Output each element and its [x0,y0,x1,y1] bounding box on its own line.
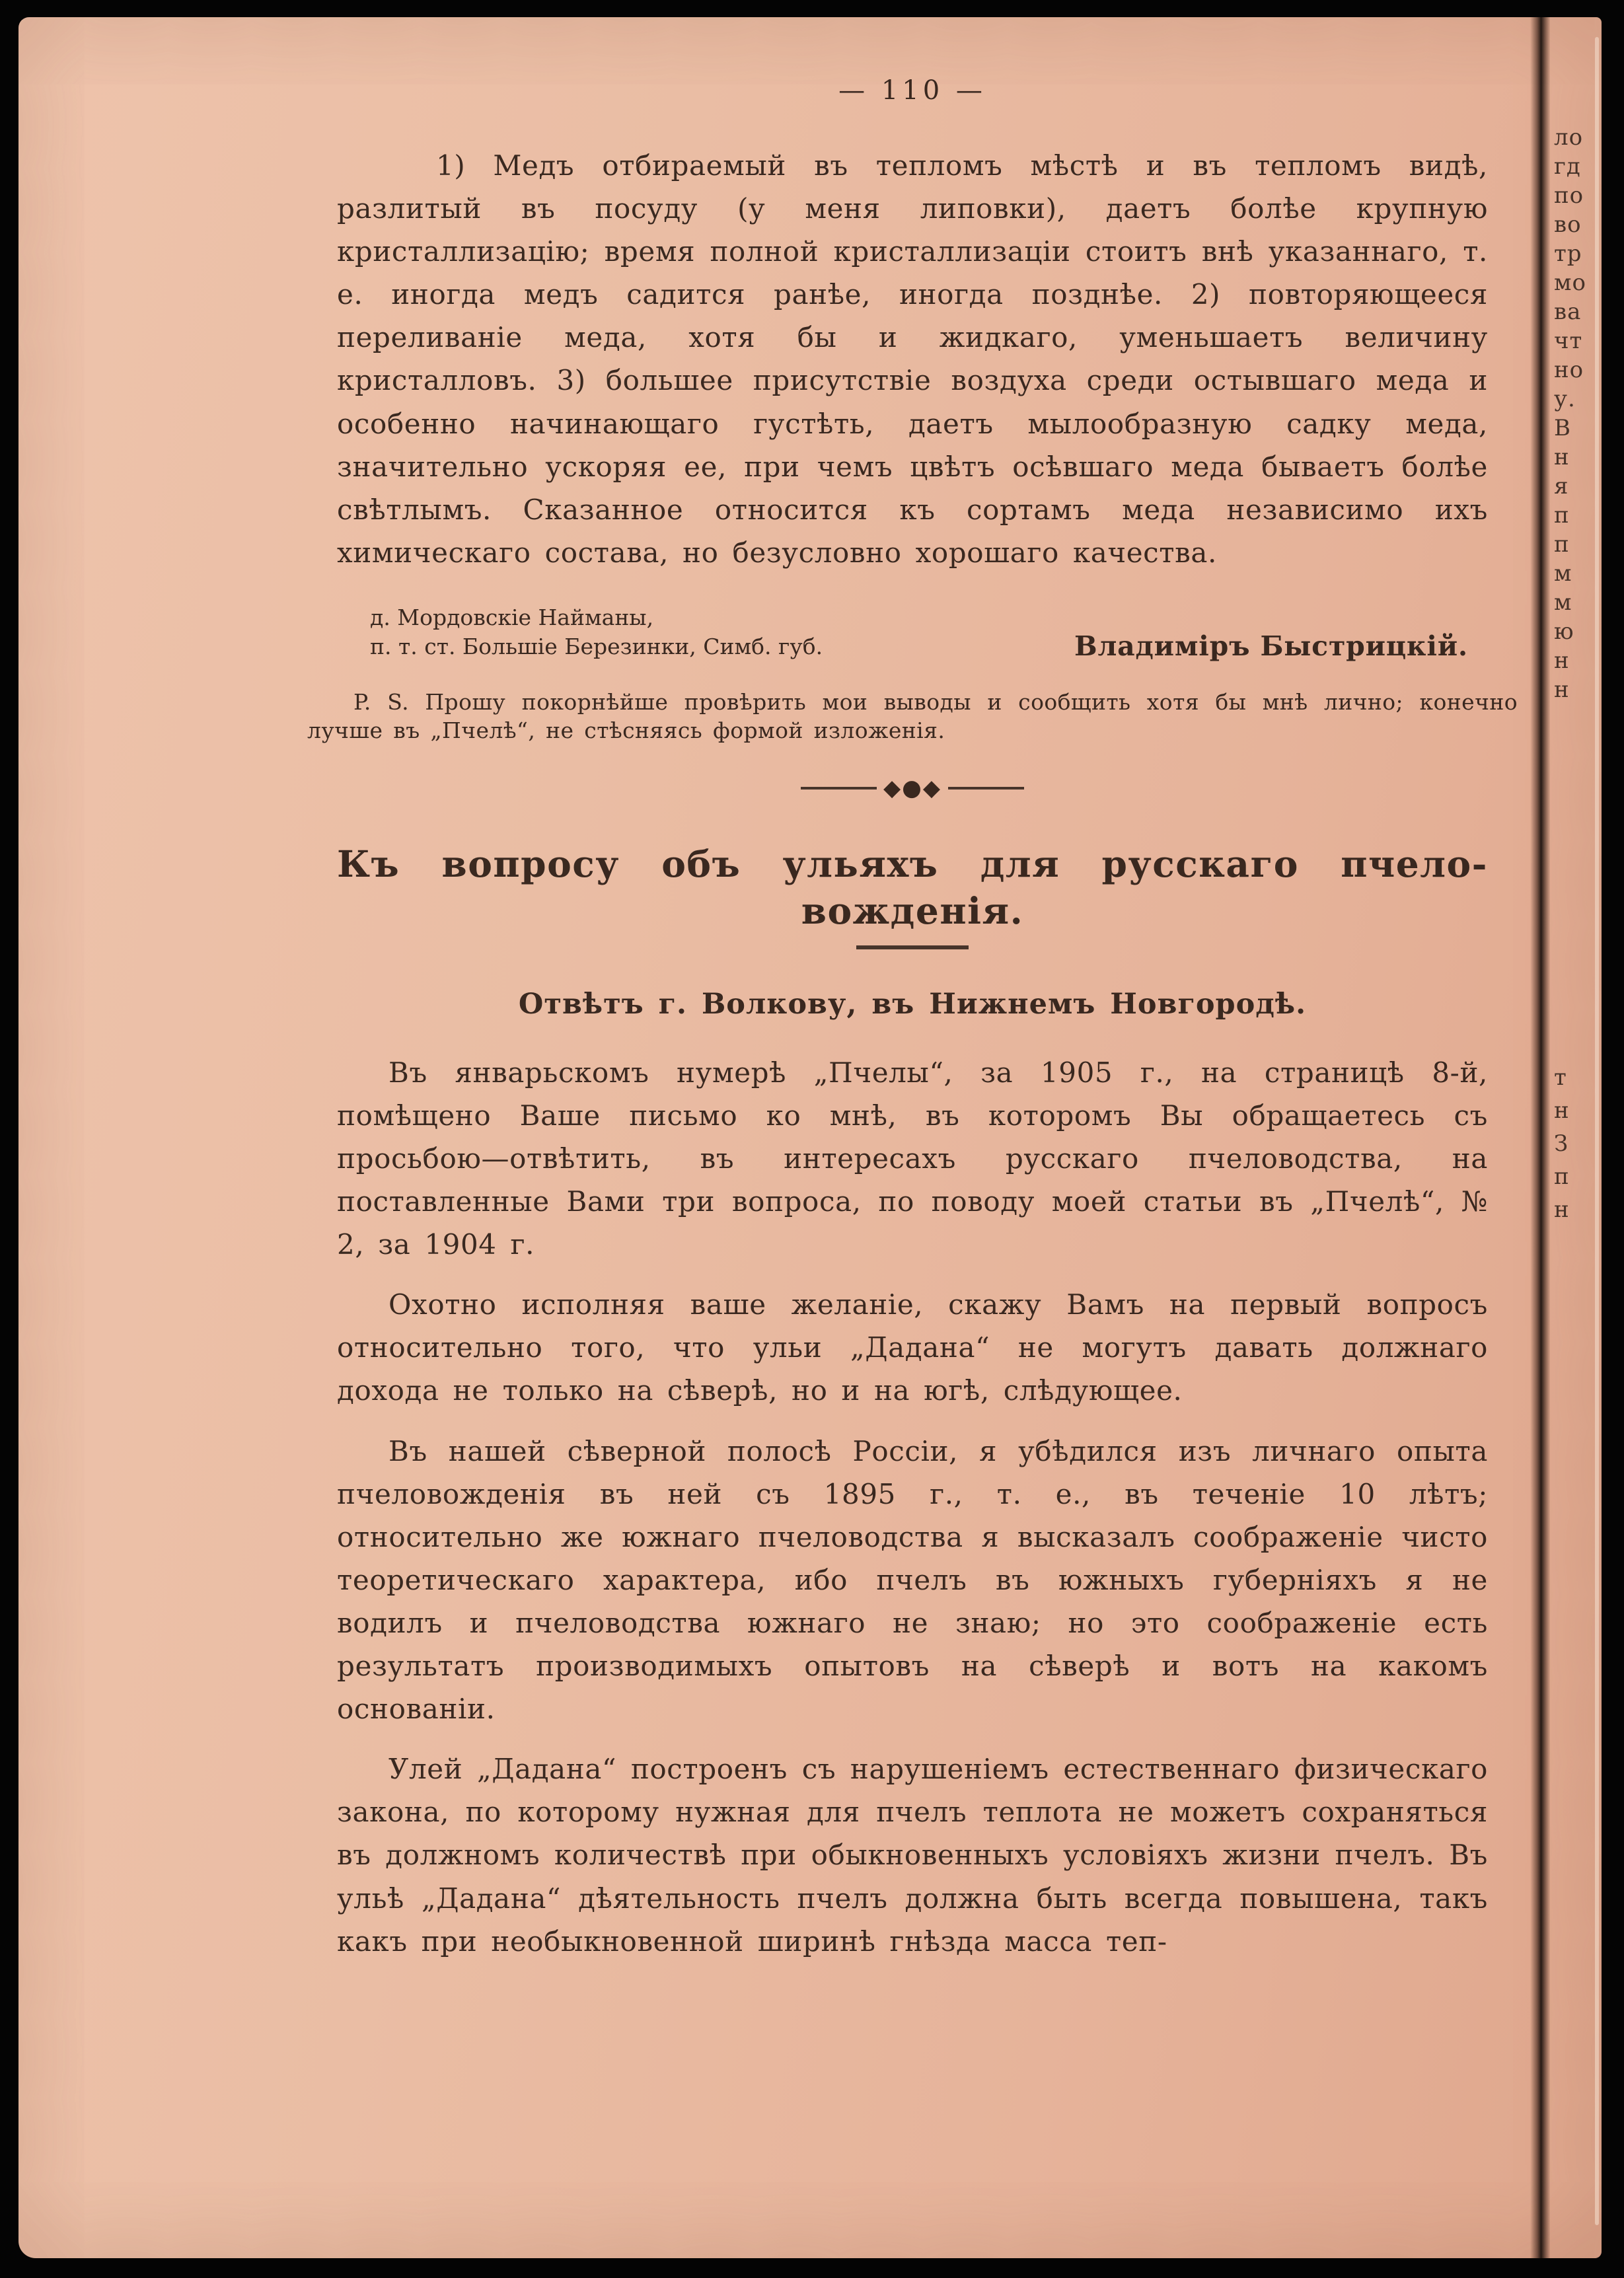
signature-block [337,603,1488,662]
edge-text-fragment: З [1554,1130,1569,1157]
edge-text-fragment: мо [1554,270,1586,296]
edge-text-fragment: ю [1554,618,1574,645]
edge-text-fragment: чт [1554,328,1583,354]
divider-ornament-icon: ◆●◆ [883,774,941,801]
article1-body: 1) Медъ отбираемый въ тепломъ мѣстѣ и въ тепломъ видѣ, разлитый въ посуду (у меня липовки), даетъ болѣе крупную кристаллизацію; время полной кристаллизаціи стоитъ внѣ указаннаго, т. е. иногда медъ садится ранѣе, иногда позднѣе. 2) повторяющееся переливаніе меда, хотя бы и жидкаго, уменьшаетъ величину кристалловъ. 3) большее присутствіе воздуха среди остывшаго меда и особенно начинающаго густѣть, даетъ мылообразную садку меда, значительно ускоряя ее, при чемъ цвѣтъ осѣвшаго меда бываетъ болѣе свѣтлымъ. Сказанное относится къ сортамъ меда независимо ихъ химическаго состава, но безусловно хорошаго качества. [337,149,1488,569]
edge-text-fragment: В [1554,415,1571,441]
section-divider [337,774,1488,801]
paragraph: Улей „Дадана“ построенъ съ нарушеніемъ естественнаго физическаго закона, по которому нужная для пчелъ теплота не можетъ сохраняться въ должномъ количествѣ при обыкновенныхъ условіяхъ жизни пчелъ. Въ ульѣ „Дадана“ дѣятельность пчелъ должна быть всегда повышена, такъ какъ при необыкновенной ширинѣ гнѣзда масса теп- [337,1753,1488,1958]
divider-rule-left [801,787,877,790]
edge-text-fragment: н [1554,647,1570,674]
edge-text-fragment: ло [1554,124,1584,151]
edge-text-fragment: н [1554,677,1570,703]
edge-text-fragment: н [1554,1097,1569,1124]
edge-text-fragment: у. [1554,386,1576,412]
signature-author: Владиміръ Быстрицкій. [1074,630,1468,663]
page-content [307,17,1518,1963]
article-title-line2: вожденія. [801,889,1024,933]
paragraph: Въ нашей сѣверной полосѣ Россіи, я убѣдился изъ личнаго опыта пчеловожденія въ ней съ 1895 г., т. е., въ теченіе 10 лѣтъ; относительно же южнаго пчеловодства я высказалъ соображеніе чисто теоретическаго характера, ибо пчелъ въ южныхъ губерніяхъ я не водилъ и пчеловодства южнаго не знаю; но это соображеніе есть результатъ производимыхъ опытовъ на сѣверѣ и вотъ на какомъ основаніи. [337,1434,1488,1726]
page-edge-highlight [1595,37,1599,2225]
scanned-page [18,17,1602,2258]
edge-text-fragment: я [1554,473,1569,499]
postscript: P. S. Прошу покорнѣйше провѣрить мои выводы и сообщить хотя бы мнѣ лично; конечно лучше въ „Пчелѣ“, не стѣсняясь формой изложенія. [307,689,1518,743]
edge-text-fragment: н [1554,444,1570,470]
edge-text-fragment: п [1554,1163,1569,1190]
edge-text-fragment: п [1554,531,1570,558]
edge-text-fragment: н [1554,1196,1569,1223]
edge-text-fragment: м [1554,589,1572,616]
paragraph: Охотно исполняя ваше желаніе, скажу Вамъ на первый вопросъ относительно того, что ульи „Дадана“ не могутъ давать должнаго дохода не только на сѣверѣ, но и на югѣ, слѣдующее. [337,1288,1488,1407]
edge-text-fragment: во [1554,211,1582,238]
edge-text-fragment: тр [1554,240,1582,267]
adjacent-page-text-fragments-lower [1554,1061,1592,1226]
signature-place-line1: д. Мордовскіе Найманы, [370,604,654,630]
paragraph: Въ январьскомъ нумерѣ „Пчелы“, за 1905 г., на страницѣ 8-й, помѣщено Ваше письмо ко мнѣ, въ которомъ Вы обращаетесь съ просьбою—отвѣтить, въ интересахъ русскаго пчеловодства, на поставленные Вами три вопроса, по поводу моей статьи въ „Пчелѣ“, № 2, за 1904 г. [337,1056,1488,1261]
article2-paragraphs [337,1051,1488,1963]
edge-text-fragment: п [1554,502,1570,529]
page-number: — 110 — [838,75,986,106]
article-subtitle: Отвѣтъ г. Волкову, въ Нижнемъ Новгородѣ. [518,987,1307,1021]
adjacent-page-text-fragments-upper [1554,123,1592,704]
edge-text-fragment: ва [1554,299,1582,325]
edge-text-fragment: по [1554,182,1584,209]
edge-text-fragment: т [1554,1064,1567,1091]
edge-text-fragment: но [1554,357,1584,383]
signature-place [370,603,823,662]
title-underline [856,945,969,949]
page-gutter-shadow [1530,17,1550,2258]
edge-text-fragment: м [1554,560,1572,587]
article-title-line1: Къ вопросу объ ульяхъ для русскаго пчело- [337,842,1488,885]
signature-place-line2: п. т. ст. Большіе Березинки, Симб. губ. [370,634,823,660]
edge-text-fragment: гд [1554,153,1581,180]
divider-rule-right [948,787,1024,790]
article-title [337,840,1488,949]
